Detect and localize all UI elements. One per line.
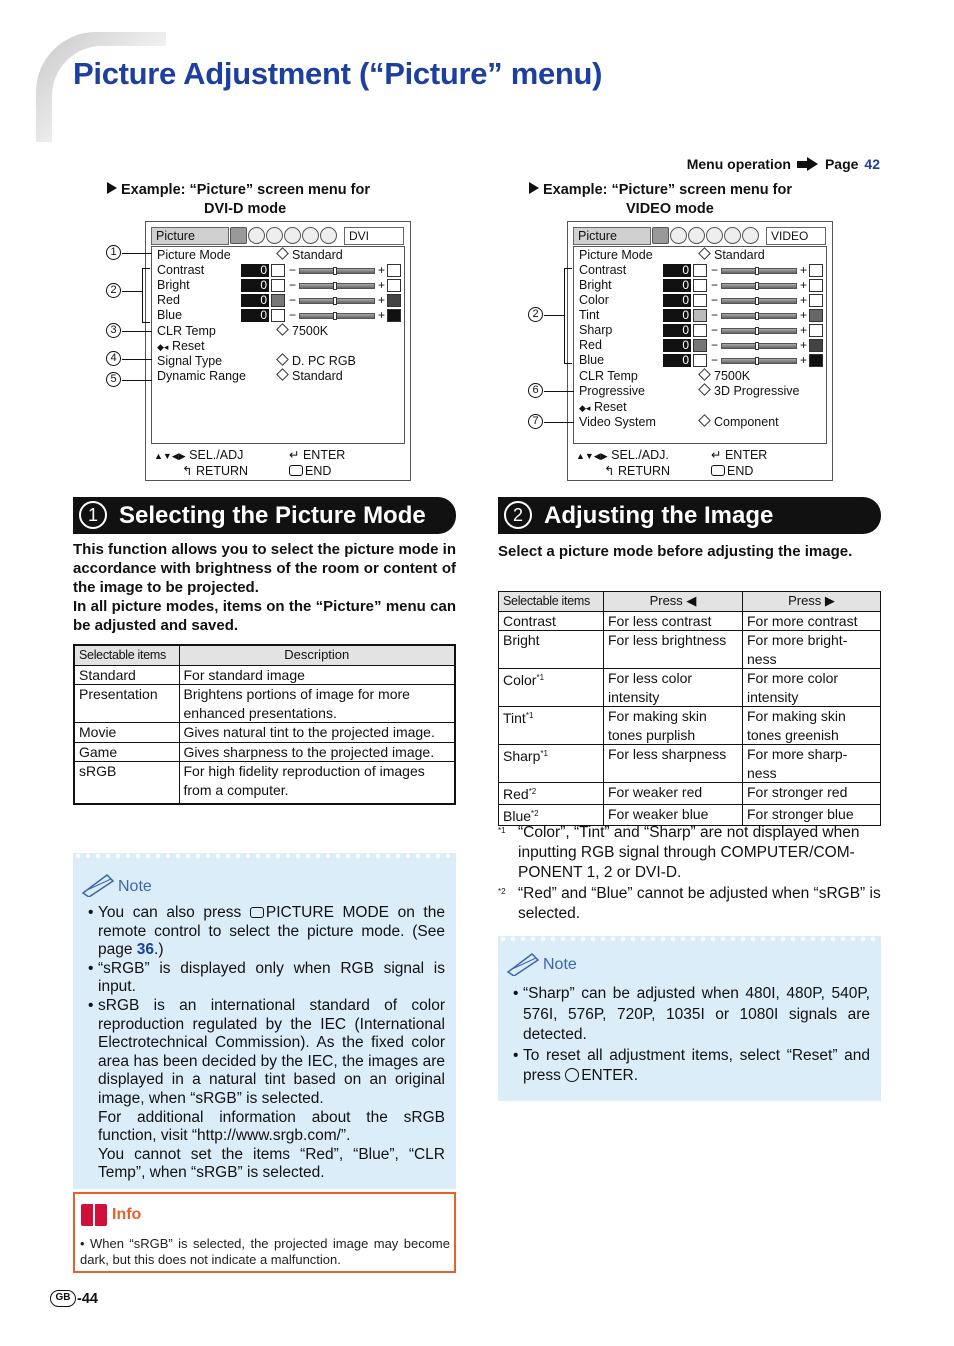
pencil-note-icon (81, 871, 117, 897)
osd-value-picture-mode: Standard (278, 248, 343, 263)
osd-row-clr-temp: CLR Temp (579, 369, 638, 383)
table-header: Description (179, 645, 455, 665)
osd-slider-contrast: − + (711, 263, 807, 277)
table-row: Tint$^{*1}$ For making skin tones purplish For making skin tones greenish (499, 707, 881, 745)
osd-row-blue: Blue (157, 308, 183, 322)
osd-signal: DVI (344, 227, 404, 245)
note-dots-decoration (73, 853, 456, 859)
osd-row-tint: Tint (579, 308, 600, 322)
gb-badge: GB (50, 1290, 76, 1307)
menu-operation-page-link[interactable]: 42 (864, 156, 880, 172)
table-row: sRGB For high fidelity reproduction of images from a computer. (74, 762, 455, 805)
callout-bracket (564, 268, 572, 364)
section1-intro-p1: This function allows you to select the picture mode in accordance with brightness of the room or content of the image to be projected. (73, 541, 456, 596)
callout-bracket (142, 268, 150, 323)
options1-icon (706, 227, 723, 244)
color-icon-max (809, 294, 823, 307)
osd-row-picture-mode: Picture Mode (157, 248, 231, 262)
section-header-picture-mode (73, 497, 456, 534)
callout-leader (544, 422, 574, 423)
reset-icon: ◆◂ (157, 342, 169, 352)
osd-footer-end: END (711, 463, 753, 479)
info-box (73, 1192, 456, 1273)
callout-4: 4 (106, 351, 121, 366)
note-dots-decoration (498, 936, 881, 942)
page-title: Picture Adjustment (“Picture” menu) (73, 56, 603, 91)
osd-num-red: 0 (241, 294, 269, 307)
osd-slider-contrast: − + (289, 263, 385, 277)
table-row: Game Gives sharpness to the projected image. (74, 742, 455, 762)
tint-icon-max (809, 309, 823, 322)
osd-num-blue: 0 (241, 309, 269, 322)
bright-icon-max (809, 279, 823, 292)
picture-menu-icon (652, 227, 669, 244)
osd-slider-red: − + (711, 338, 807, 352)
table-row: Sharp$^{*1}$ For less sharpness For more sharp-ness (499, 745, 881, 783)
language-icon (742, 227, 759, 244)
osd-menu-icons (230, 227, 337, 244)
osd-footer-return: ↰ RETURN (182, 464, 249, 478)
end-key-icon (289, 465, 303, 476)
contrast-icon-max (809, 264, 823, 277)
bright-icon (271, 279, 285, 292)
blue-icon-max (387, 309, 401, 322)
footnotes (498, 823, 881, 925)
callout-leader (122, 359, 152, 360)
osd-slider-bright: − + (289, 278, 385, 292)
osd-num-red: 0 (663, 339, 691, 352)
table-row: Blue$^{*2}$ For weaker blue For stronger blue (499, 804, 881, 826)
callout-leader (544, 391, 574, 392)
osd-slider-blue: − + (289, 308, 385, 322)
menu-operation-ref (687, 156, 880, 172)
note-list (512, 984, 870, 1087)
osd-footer-end: END (289, 463, 331, 479)
section-number-2: 2 (504, 501, 532, 529)
table-header: Selectable items (499, 592, 604, 612)
osd-num-contrast: 0 (663, 264, 691, 277)
left-arrow-icon: ◀ (686, 593, 697, 608)
fine-sync-icon (248, 227, 265, 244)
table-row: Presentation Brightens portions of image for more enhanced presentations. (74, 685, 455, 723)
table-row: Movie Gives natural tint to the projected image. (74, 723, 455, 743)
osd-slider-color: − + (711, 293, 807, 307)
right-arrow-icon: ▶ (824, 593, 835, 608)
osd-value-picture-mode: Standard (700, 248, 765, 263)
osd-num-blue: 0 (663, 354, 691, 367)
callout-3: 3 (106, 323, 121, 338)
osd-value-video-system: Component (700, 415, 779, 430)
note-label: Note (118, 878, 152, 895)
callout-leader (122, 380, 152, 381)
left-caption-line1: Example: “Picture” screen menu for (121, 182, 370, 198)
enter-icon: ↵ (711, 448, 722, 462)
options2-icon (302, 227, 319, 244)
tint-icon (693, 309, 707, 322)
left-example-caption (107, 181, 370, 219)
note-item: • You can also press PICTURE MODE on the remote control to select the picture mode. (See page 36.) (87, 904, 445, 960)
color-icon (693, 294, 707, 307)
book-info-icon (81, 1204, 107, 1226)
osd-tab-picture: Picture (151, 227, 229, 245)
note-label: Note (543, 956, 577, 973)
osd-value-dynamic-range: Standard (278, 369, 343, 384)
footnote: *1 “Color”, “Tint” and “Sharp” are not displayed when inputting RGB signal through COMPUTER/COM-PONENT 1, 2 or DVI-D. (498, 824, 860, 881)
note-item: • “sRGB” is displayed only when RGB signal is input. (87, 960, 445, 997)
callout-5: 5 (106, 372, 121, 387)
reset-icon: ◆◂ (579, 403, 591, 413)
note-box-section1 (73, 853, 456, 1189)
bright-icon (693, 279, 707, 292)
table-row: Bright For less brightness For more bright-ness (499, 631, 881, 669)
osd-row-bright: Bright (579, 278, 612, 292)
osd-footer-sel: ▲▼◀▶ SEL./ADJ (154, 448, 244, 462)
osd-screen-video (567, 221, 833, 481)
red-icon (271, 294, 285, 307)
right-example-caption (529, 181, 792, 219)
callout-leader (122, 331, 152, 332)
osd-row-bright: Bright (157, 278, 190, 292)
blue-icon (693, 354, 707, 367)
osd-num-sharp: 0 (663, 324, 691, 337)
red-icon (693, 339, 707, 352)
osd-row-red: Red (579, 338, 602, 352)
osd-footer-return: ↰ RETURN (604, 464, 671, 478)
table-row: Color$^{*1}$ For less color intensity For more color intensity (499, 669, 881, 707)
menu-operation-label: Menu operation (686, 156, 791, 172)
note-item: • “Sharp” can be adjusted when 480I, 480P, 540P, 576I, 576P, 720P, 1035I or 1080I signals are detected. (512, 984, 870, 1046)
osd-num-color: 0 (663, 294, 691, 307)
note-item-continuation: You cannot set the items “Red”, “Blue”, “CLR Temp”, when “sRGB” is selected. (98, 1145, 445, 1182)
red-icon-max (809, 339, 823, 352)
contrast-icon (693, 264, 707, 277)
red-icon-max (387, 294, 401, 307)
osd-tab-picture: Picture (573, 227, 651, 245)
osd-slider-blue: − + (711, 353, 807, 367)
note-list (87, 904, 445, 1183)
osd-slider-tint: − + (711, 308, 807, 322)
table-header: Selectable items (74, 645, 179, 665)
picture-mode-table (73, 644, 456, 805)
enter-icon: ↵ (289, 448, 300, 462)
enter-button-icon (565, 1068, 579, 1082)
osd-row-dynamic-range: Dynamic Range (157, 369, 246, 383)
osd-row-color: Color (579, 293, 609, 307)
osd-row-picture-mode: Picture Mode (579, 248, 653, 262)
section-title-1: Selecting the Picture Mode (119, 502, 426, 529)
triangle-bullet-icon (529, 182, 539, 194)
contrast-icon (271, 264, 285, 277)
page-number (50, 1290, 98, 1307)
section2-intro: Select a picture mode before adjusting the image. (498, 543, 853, 560)
fine-sync-icon (670, 227, 687, 244)
adjust-image-table (498, 591, 881, 826)
note-item-continuation: For additional information about the sRGB function, visit “http://www.srgb.com/”. (98, 1108, 445, 1145)
osd-slider-bright: − + (711, 278, 807, 292)
osd-row-reset: ◆◂ Reset (579, 400, 627, 414)
osd-slider-sharp: − + (711, 323, 807, 337)
note-box-section2 (498, 936, 881, 1101)
sharp-icon-max (809, 324, 823, 337)
audio-icon (266, 227, 283, 244)
osd-row-signal-type: Signal Type (157, 354, 223, 368)
bright-icon-max (387, 279, 401, 292)
osd-row-clr-temp: CLR Temp (157, 324, 216, 338)
section-number-1: 1 (79, 501, 107, 529)
osd-value-clr-temp: 7500K (700, 369, 750, 384)
osd-row-blue: Blue (579, 353, 605, 367)
info-label: Info (112, 1206, 142, 1223)
menu-operation-page-label: Page (824, 156, 859, 172)
osd-value-progressive: 3D Progressive (700, 384, 799, 399)
osd-num-contrast: 0 (241, 264, 269, 277)
osd-signal: VIDEO (766, 227, 826, 245)
picture-mode-button-icon (250, 907, 264, 918)
osd-screen-dvi (145, 221, 411, 481)
osd-num-tint: 0 (663, 309, 691, 322)
osd-row-sharp: Sharp (579, 323, 613, 337)
footnote: *2 “Red” and “Blue” cannot be adjusted when “sRGB” is selected. (498, 885, 881, 922)
osd-slider-red: − + (289, 293, 385, 307)
callout-2: 2 (528, 307, 543, 322)
osd-footer-enter: ↵ ENTER (711, 448, 768, 462)
triangle-bullet-icon (107, 182, 117, 194)
callout-2: 2 (106, 283, 121, 298)
osd-value-signal-type: D. PC RGB (278, 354, 356, 369)
sharp-icon (693, 324, 707, 337)
osd-row-contrast: Contrast (579, 263, 627, 277)
arrow-right-icon (797, 157, 819, 171)
options1-icon (284, 227, 301, 244)
table-row: Standard For standard image (74, 665, 455, 685)
note-item: • To reset all adjustment items, select “Reset” and press ENTER. (512, 1046, 870, 1087)
end-key-icon (711, 465, 725, 476)
osd-menu-icons (652, 227, 759, 244)
picture-menu-icon (230, 227, 247, 244)
table-row: Contrast For less contrast For more contrast (499, 611, 881, 631)
return-icon: ↰ (604, 464, 615, 478)
osd-num-bright: 0 (663, 279, 691, 292)
callout-leader (122, 253, 152, 254)
language-icon (320, 227, 337, 244)
info-text: • When “sRGB” is selected, the projected image may become dark, but this does not indicate a malfunction. (80, 1236, 450, 1267)
return-icon: ↰ (182, 464, 193, 478)
section1-intro-p2: In all picture modes, items on the “Picture” menu can be adjusted and saved. (73, 598, 456, 634)
arrows-icon: ▲▼◀▶ (154, 451, 186, 461)
contrast-icon-max (387, 264, 401, 277)
callout-leader (122, 291, 142, 292)
right-caption-line1: Example: “Picture” screen menu for (543, 182, 792, 198)
osd-row-progressive: Progressive (579, 384, 645, 398)
callout-6: 6 (528, 383, 543, 398)
note-item: • sRGB is an international standard of color reproduction regulated by the IEC (International Electrotechnical Commission). As the fixed color area has been decided by the IEC, the images are displayed in a natural tint based on an original image, when “sRGB” is selected. (87, 997, 445, 1109)
blue-icon (271, 309, 285, 322)
table-header: Press ◀ (604, 592, 743, 612)
osd-footer-sel: ▲▼◀▶ SEL./ADJ. (576, 448, 669, 462)
section1-intro (73, 540, 456, 635)
blue-icon-max (809, 354, 823, 367)
osd-row-video-system: Video System (579, 415, 656, 429)
callout-7: 7 (528, 414, 543, 429)
callout-leader (544, 315, 564, 316)
pencil-note-icon (506, 950, 542, 976)
section-header-adjusting-image (498, 497, 881, 534)
page-number-text: -44 (77, 1290, 98, 1307)
osd-row-reset: ◆◂ Reset (157, 339, 205, 353)
osd-row-contrast: Contrast (157, 263, 205, 277)
audio-icon (688, 227, 705, 244)
page-link-36[interactable]: 36 (136, 941, 155, 959)
right-caption-line2: VIDEO mode (626, 201, 714, 217)
osd-num-bright: 0 (241, 279, 269, 292)
options2-icon (724, 227, 741, 244)
osd-row-red: Red (157, 293, 180, 307)
arrows-icon: ▲▼◀▶ (576, 451, 608, 461)
callout-1: 1 (106, 245, 121, 260)
osd-value-clr-temp: 7500K (278, 324, 328, 339)
table-row: Red$^{*2}$ For weaker red For stronger red (499, 783, 881, 805)
section-title-2: Adjusting the Image (544, 502, 774, 529)
left-caption-line2: DVI-D mode (204, 201, 287, 217)
table-header: Press ▶ (743, 592, 881, 612)
osd-footer-enter: ↵ ENTER (289, 448, 346, 462)
